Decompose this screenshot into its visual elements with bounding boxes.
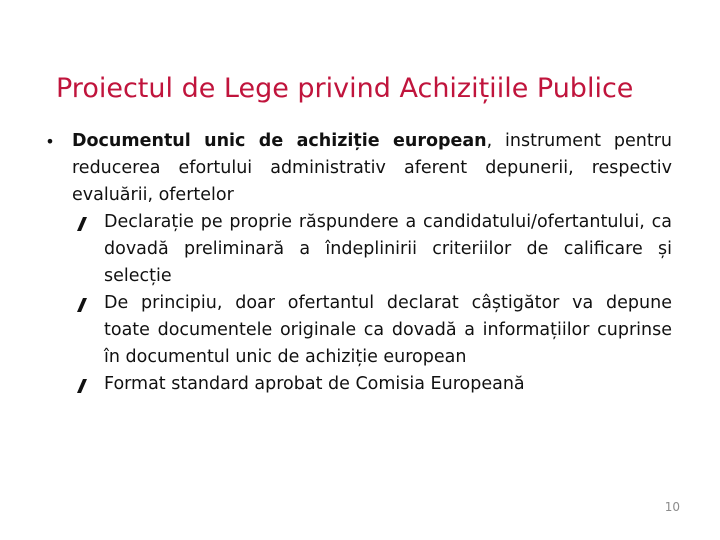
slash-bullet-icon — [76, 298, 88, 312]
slide-title: Proiectul de Lege privind Achizițiile Publice — [56, 73, 634, 104]
bullet-text: , instrument pentru reducerea efortului administrativ aferent depunerii, respectiv evaluării, ofertelor — [72, 131, 672, 205]
page-number: 10 — [664, 500, 680, 514]
sub-item-text: De principiu, doar ofertantul declarat câștigător va depune toate documentele originale ca dovadă a informațiilor cuprinse în documentul unic de achiziție european — [104, 293, 672, 367]
sub-list — [40, 209, 672, 398]
slide-content — [40, 128, 672, 398]
sub-item-text: Format standard aprobat de Comisia Europeană — [104, 374, 525, 394]
sub-item-text: Declarație pe proprie răspundere a candidatului/ofertantului, ca dovadă preliminară a îndeplinirii criteriilor de calificare și selecție — [104, 212, 672, 286]
sub-item — [40, 209, 672, 290]
bullet-bold-text: Documentul unic de achiziție european — [72, 131, 487, 151]
sub-item — [40, 290, 672, 371]
bullet-dot-icon: • — [45, 132, 55, 151]
slash-bullet-icon — [76, 379, 88, 393]
slash-bullet-icon — [76, 217, 88, 231]
bullet-item — [40, 128, 672, 209]
sub-item — [40, 371, 672, 398]
